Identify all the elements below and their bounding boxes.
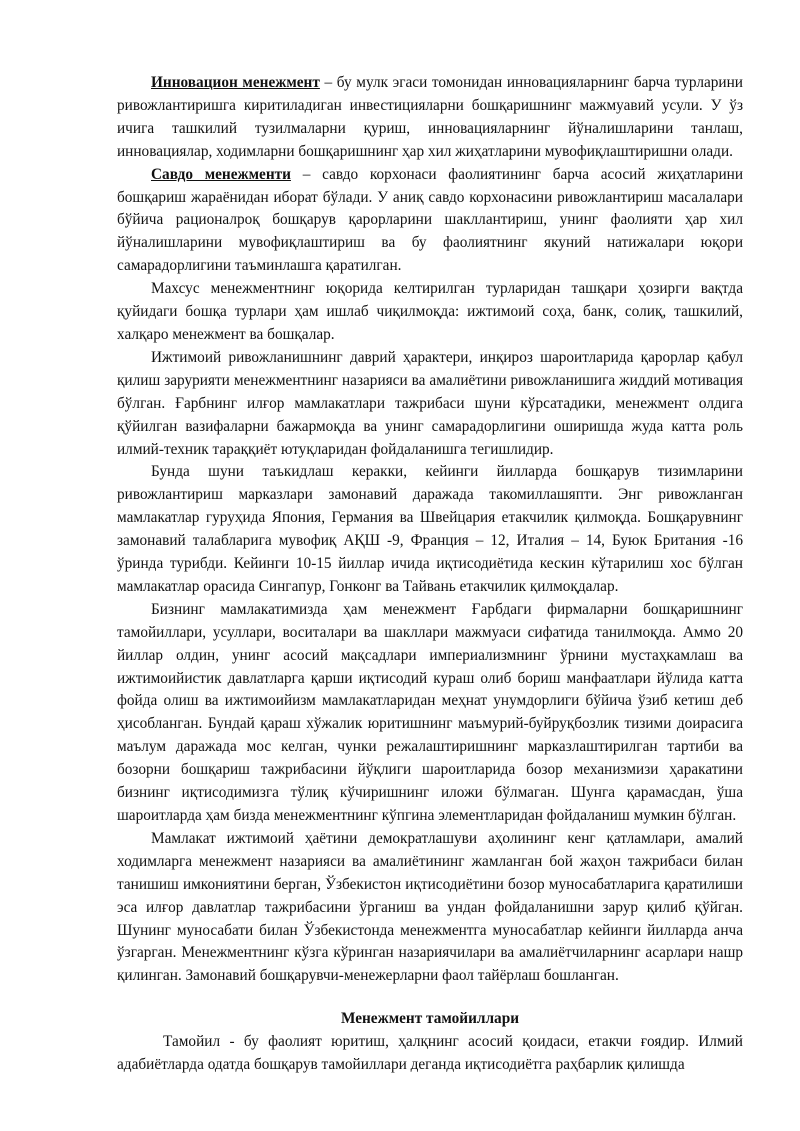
paragraph-management-centers: Бунда шуни таъкидлаш керакки, кейинги йилларда бошқарув тизимларини ривожлантириш марказлари замонавий даражада такомиллашяпти. Энг ривожланган мамлакатлар гуруҳида Япония, Германия ва Швейцария етакчилик қилмоқда. Бошқарувнинг замонавий талабларига мувофиқ АҚШ -9, Франция – 12, Италия – 14, Буюк Британия -16 ўринда турибди. Кейинги 10-15 йиллар ичида иқтисодиётида кескин кўтарилиш хос бўлган мамлакатлар орасида Сингапур, Гонконг ва Тайвань етакчилик қилмоқдалар. — [117, 463, 743, 595]
document-page — [117, 72, 743, 1077]
section-heading: Менежмент тамойиллари — [340, 1010, 520, 1028]
paragraph-trade-management — [117, 164, 743, 279]
paragraph-text: – савдо корхонаси фаолиятининг барча асосий жиҳатларини бошқариш жараёнидан иборат бўлади. У аниқ савдо корхонасини ривожлантириш масалалари бўйича рационалроқ бошқарув қарорларини шакллантириш, унинг фаолияти ҳар хил йўналишларини мувофиқлаштириш ва бу фаолиятнинг якуний натижалари юқори самарадорлигини таъминлашга қаратилган. — [117, 165, 743, 275]
paragraph-social-development: Ижтимоий ривожланишнинг даврий ҳарактери, инқироз шароитларида қарорлар қабул қилиш зарурияти менежментнинг назарияси ва амалиётини ривожланишига жиддий мотивация бўлган. Ғарбнинг илғор мамлакатлари тажрибаси шуни кўрсатадики, менежмент олдига қўйилган вазифаларни бажармоқда ва унинг самарадорлигини оширишда жуда катта роль илмий-техник тараққиёт ютуқларидан фойдаланишга тегишлидир. — [117, 348, 743, 458]
paragraph-principle-definition: Тамойил - бу фаолият юритиш, ҳалқнинг асосий қоидаси, етакчи ғоядир. Илмий адабиётларда одатда бошқарув тамойиллари деганда иқтисодиётга раҳбарлик қилишда — [117, 1033, 743, 1074]
paragraph-democratization: Мамлакат ижтимоий ҳаётини демократлашуви аҳолининг кенг қатламлари, амалий ходимларга менежмент назарияси ва амалиётининг жамланган бой жаҳон тажрибаси билан танишиш имкониятини берган, Ўзбекистон иқтисодиётини бозор муносабатларига қаратилиши эса илғор давлатлар тажрибасини ўрганиш ва ундан фойдаланишни зарур қилиб қўйган. Шунинг муносабати билан Ўзбекистонда менежментга муносабатлар кейинги йилларда анча ўзгарган. Менежментнинг кўзга кўринган назариячилари ва амалиётчиларнинг асарлари нашр қилинган. Замонавий бошқарувчи-менежерларни фаол тайёрлаш бошланган. — [117, 829, 743, 985]
term-innovation-management: Инновацион менежмент — [151, 74, 320, 91]
paragraph-special-management: Махсус менежментнинг юқорида келтирилган турларидан ташқари ҳозирги вақтда қуйидаги бошқа турлари ҳам ишлаб чиқилмоқда: ижтимоий соҳа, банк, солиқ, ташкилий, халқаро менежмент ва бошқалар. — [117, 280, 743, 343]
paragraph-innovation-management — [117, 72, 743, 164]
paragraph-text: – бу мулк эгаси томонидан инновацияларнинг барча турларини ривожлантиришга киритиладиган инвестицияларни бошқаришнинг мажмуавий усули. У ўз ичига ташкилий тузилмаларни қуриш, инновацияларнинг йўналишларини танлаш, инновациялар, ходимларни бошқаришнинг ҳар хил жиҳатларини мувофиқлаштиришни олади. — [117, 74, 743, 160]
paragraph-our-country: Бизнинг мамлакатимизда ҳам менежмент Ғарбдаги фирмаларни бошқаришнинг тамойиллари, усуллари, воситалари ва шакллари мажмуаси сифатида танилмоқда. Аммо 20 йиллар олдин, унинг асосий мақсадлари империализмнинг ўрнини мустаҳкамлаш ва ижтимоийистик давлатларга қарши иқтисодий кураш олиб бориш манфаатлари йўлида катта фойда олиш ва ижтимоийизм мамлакатларидан меҳнат унумдорлиги бўйича ўзиб кетиш деб ҳисобланган. Бундай қараш хўжалик юритишнинг маъмурий-буйруқбозлик тизими доирасига маълум даражада мос келган, чунки режалаштиришнинг марказлаштирилган тартиби ва бозорни бошқариш тажрибасини йўқлиги шароитларида бозор механизмизи ҳаракатини бизнинг иқтисодимизга тўлиқ кўчиришнинг иложи бўлмаган. Шунга қарамасдан, ўша шароитларда ҳам бизда менежментнинг кўпгина элементларидан фойдаланиш мумкин бўлган. — [117, 600, 743, 824]
term-trade-management: Савдо менежменти — [151, 165, 291, 183]
